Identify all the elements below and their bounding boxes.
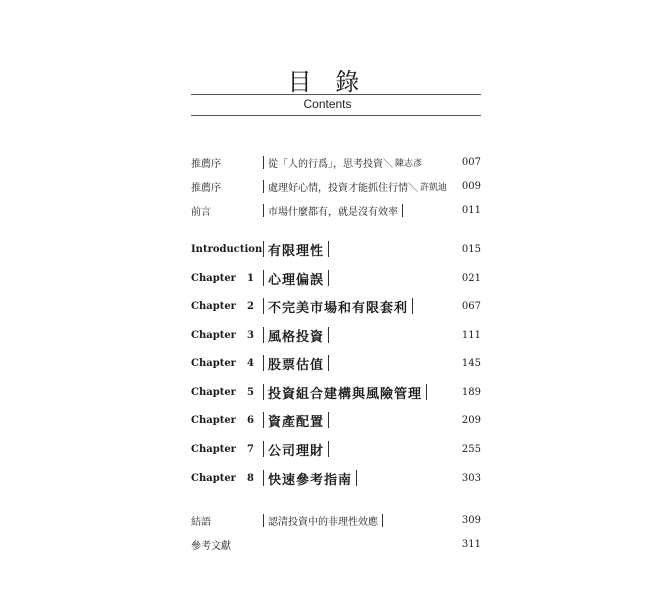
entry-title: 風格投資 bbox=[268, 329, 325, 345]
separator-bar bbox=[328, 327, 329, 343]
separator-bar bbox=[328, 270, 329, 286]
entry-label: Chapter bbox=[191, 386, 236, 398]
entry-page-number: 021 bbox=[461, 272, 481, 284]
separator-bar bbox=[412, 298, 413, 314]
title-rule-bottom bbox=[191, 115, 481, 116]
entry-label: Chapter bbox=[191, 329, 236, 341]
separator-bar bbox=[263, 204, 264, 217]
toc-entry-chapter-6[interactable] bbox=[191, 410, 481, 430]
entry-title: 公司理財 bbox=[268, 443, 325, 459]
separator-bar bbox=[263, 156, 264, 169]
separator-bar bbox=[426, 384, 427, 400]
entry-page-number: 309 bbox=[461, 514, 481, 526]
entry-page-number: 189 bbox=[461, 386, 481, 398]
separator-bar bbox=[263, 327, 264, 343]
entry-title: 從「人的行爲」，思考投資＼ bbox=[268, 158, 393, 170]
entry-title: 認清投資中的非理性效應 bbox=[268, 516, 378, 528]
chapter-number: 4 bbox=[246, 357, 254, 369]
toc-entry-foreword[interactable] bbox=[191, 200, 481, 220]
separator-bar bbox=[263, 270, 264, 286]
entry-page-number: 255 bbox=[461, 443, 481, 455]
chapter-number: 7 bbox=[246, 443, 254, 455]
separator-bar bbox=[356, 470, 357, 486]
toc-entry-preface-2[interactable] bbox=[191, 176, 481, 196]
toc-entry-chapter-1[interactable] bbox=[191, 268, 481, 288]
chapter-number: 3 bbox=[246, 329, 254, 341]
chapter-number: 8 bbox=[246, 472, 254, 484]
entry-label: Chapter bbox=[191, 443, 236, 455]
entry-page-number: 209 bbox=[461, 414, 481, 426]
entry-label: Chapter bbox=[191, 300, 236, 312]
separator-bar bbox=[402, 204, 403, 217]
separator-bar bbox=[263, 514, 264, 527]
toc-entry-introduction[interactable] bbox=[191, 239, 481, 259]
entry-page-number: 111 bbox=[461, 329, 481, 341]
entry-author: 陳志彥 bbox=[395, 158, 423, 169]
entry-page-number: 145 bbox=[461, 357, 481, 369]
title-rule-top bbox=[191, 94, 481, 95]
separator-bar bbox=[328, 355, 329, 371]
separator-bar bbox=[263, 180, 264, 193]
separator-bar bbox=[263, 298, 264, 314]
entry-label: 推薦序 bbox=[191, 182, 221, 194]
entry-label: 前言 bbox=[191, 206, 211, 218]
entry-page-number: 009 bbox=[461, 180, 481, 192]
toc-entry-chapter-5[interactable] bbox=[191, 382, 481, 402]
entry-label: 參考文獻 bbox=[191, 540, 231, 552]
toc-entry-preface-1[interactable] bbox=[191, 152, 481, 172]
chapter-number: 5 bbox=[246, 386, 254, 398]
entry-label: Chapter bbox=[191, 472, 236, 484]
separator-bar bbox=[382, 514, 383, 527]
page-subtitle: Contents bbox=[303, 97, 352, 111]
entry-title: 有限理性 bbox=[268, 243, 325, 259]
entry-title: 投資組合建構與風險管理 bbox=[268, 386, 423, 402]
toc-entry-references[interactable] bbox=[191, 534, 481, 554]
page-title: 目 錄 bbox=[287, 68, 368, 96]
entry-label: 推薦序 bbox=[191, 158, 221, 170]
separator-bar bbox=[328, 412, 329, 428]
entry-label: Chapter bbox=[191, 272, 236, 284]
entry-page-number: 311 bbox=[461, 538, 481, 550]
entry-title: 快速參考指南 bbox=[268, 472, 353, 488]
entry-author: 許凱迪 bbox=[420, 182, 448, 193]
toc-entry-chapter-2[interactable] bbox=[191, 296, 481, 316]
entry-page-number: 011 bbox=[461, 204, 481, 216]
separator-bar bbox=[263, 241, 264, 257]
separator-bar bbox=[328, 441, 329, 457]
entry-label: 結語 bbox=[191, 516, 211, 528]
entry-page-number: 303 bbox=[461, 472, 481, 484]
entry-label: Chapter bbox=[191, 357, 236, 369]
entry-page-number: 007 bbox=[461, 156, 481, 168]
separator-bar bbox=[328, 241, 329, 257]
toc-entry-chapter-3[interactable] bbox=[191, 325, 481, 345]
entry-title: 股票估值 bbox=[268, 357, 325, 373]
toc-entry-chapter-4[interactable] bbox=[191, 353, 481, 373]
separator-bar bbox=[263, 412, 264, 428]
chapter-number: 1 bbox=[246, 272, 254, 284]
entry-page-number: 067 bbox=[461, 300, 481, 312]
entry-title: 心理偏誤 bbox=[268, 272, 325, 288]
entry-label: Chapter bbox=[191, 414, 236, 426]
entry-label: Introduction bbox=[191, 243, 263, 255]
separator-bar bbox=[263, 470, 264, 486]
entry-title: 資產配置 bbox=[268, 414, 325, 430]
entry-title: 不完美市場和有限套利 bbox=[268, 300, 409, 316]
separator-bar bbox=[263, 384, 264, 400]
chapter-number: 6 bbox=[246, 414, 254, 426]
chapter-number: 2 bbox=[246, 300, 254, 312]
toc-entry-chapter-8[interactable] bbox=[191, 468, 481, 488]
separator-bar bbox=[263, 355, 264, 371]
toc-entry-chapter-7[interactable] bbox=[191, 439, 481, 459]
entry-title: 處理好心情，投資才能抓住行情＼ bbox=[268, 182, 418, 194]
entry-page-number: 015 bbox=[461, 243, 481, 255]
separator-bar bbox=[263, 441, 264, 457]
toc-entry-conclusion[interactable] bbox=[191, 510, 481, 530]
entry-title: 市場什麼都有，就是沒有效率 bbox=[268, 206, 398, 218]
